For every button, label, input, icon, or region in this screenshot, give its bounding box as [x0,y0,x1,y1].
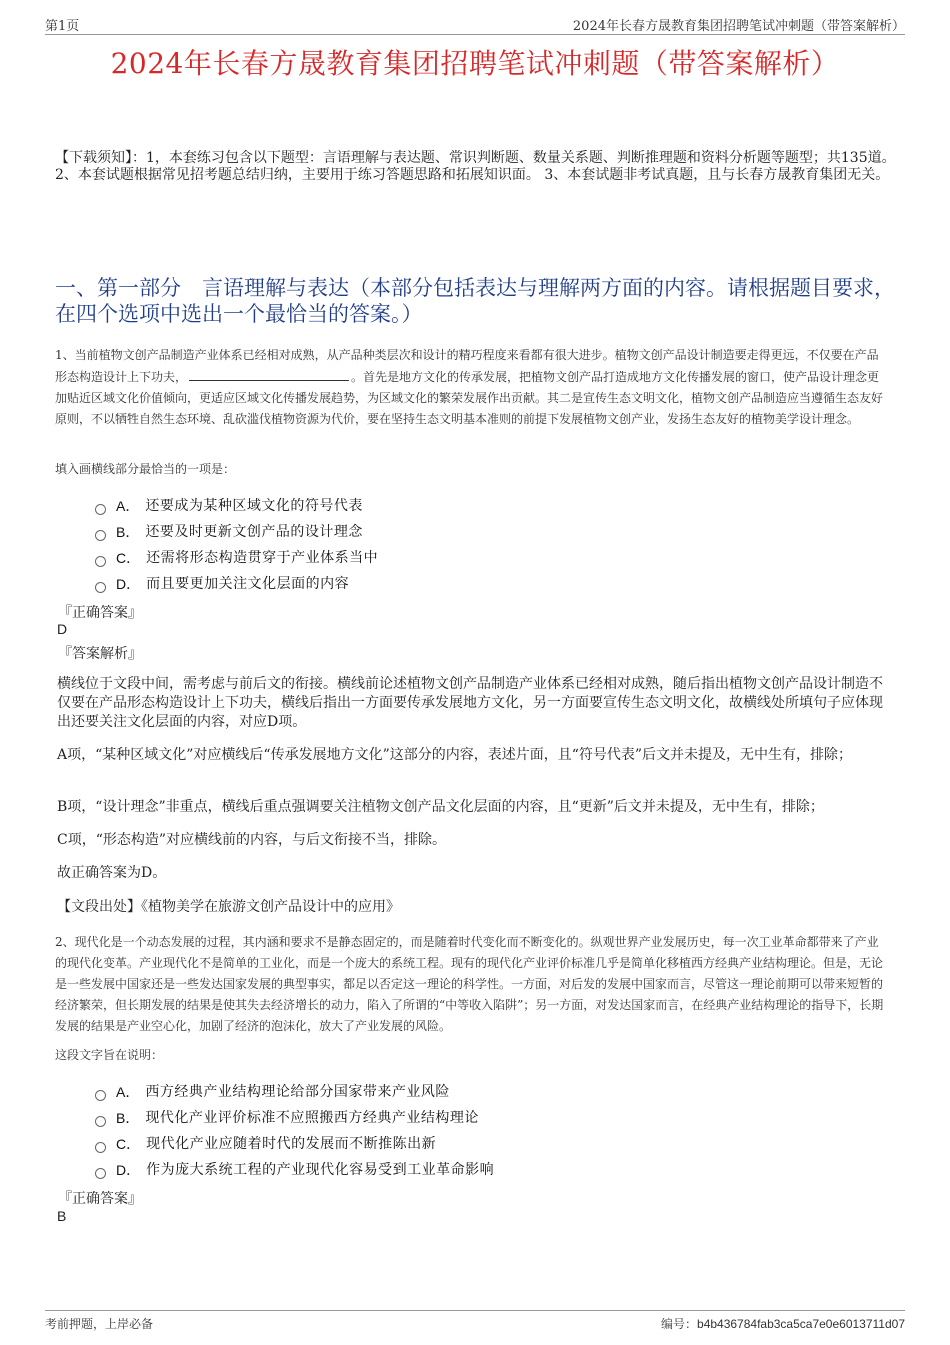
question-2-stem: 2、现代化是一个动态发展的过程，其内涵和要求不是静态固定的，而是随着时代变化而不断变化的。纵观世界产业发展历史，每一次工业革命都带来了产业的现代化变革。产业现代化不是简单的工业化，而是一个庞大的系统工程。现有的现代化产业评价标准几乎是简单化移植西方经典产业结构理论。但是，无论是一些发展中国家还是一些发达国家发展的典型事实，都足以否定这一理论的科学性。一方面，对后发的发展中国家而言，尽管这一理论前期可以带来短暂的经济繁荣，但长期发展的结果是使其失去经济增长的动力，陷入了所谓的“中等收入陷阱”；另一方面，对发达国家而言，在经典产业结构理论的指导下，长期发展的结果是产业空心化，加剧了经济的泡沫化，放大了产业发展的风险。 [55,935,884,1033]
radio-icon[interactable] [95,582,106,593]
page-number: 第1页 [45,19,80,34]
option-text: 现代化产业评价标准不应照搬西方经典产业结构理论 [145,1110,479,1126]
option-b[interactable] [95,1105,494,1131]
option-text: 西方经典产业结构理论给部分国家带来产业风险 [145,1084,450,1100]
option-d[interactable] [95,1157,494,1183]
fill-blank [189,366,349,381]
question-2-prompt: 这段文字旨在说明： [55,1048,164,1062]
radio-icon[interactable] [95,1142,106,1153]
header-doc-title: 2024年长春方晟教育集团招聘笔试冲刺题（带答案解析） [572,19,905,34]
footer-code-label: 编号： [661,1317,698,1331]
question-1-options [95,493,378,597]
option-letter: D． [116,1162,141,1178]
question-1-stem [55,345,888,430]
option-letter: D． [116,576,141,592]
option-text: 还要及时更新文创产品的设计理念 [145,524,363,540]
option-a[interactable] [95,493,378,519]
analysis-paragraph: A项，“某种区域文化”对应横线后“传承发展地方文化”这部分的内容，表述片面，且“符号代表”后文并未提及，无中生有，排除； [57,747,853,763]
source-citation: 【文段出处】《植物美学在旅游文创产品设计中的应用》 [57,899,400,915]
option-d[interactable] [95,571,378,597]
radio-icon[interactable] [95,1168,106,1179]
radio-icon[interactable] [95,1116,106,1127]
document-title: 2024年长春方晟教育集团招聘笔试冲刺题（带答案解析） [110,47,840,80]
option-text: 还要成为某种区域文化的符号代表 [145,498,363,514]
option-text: 现代化产业应随着时代的发展而不断推陈出新 [146,1136,437,1152]
footer-code [661,1315,905,1332]
option-c[interactable] [95,1131,494,1157]
option-letter: B． [116,1110,140,1126]
question-1-prompt: 填入画横线部分最恰当的一项是： [55,462,236,476]
option-text: 而且要更加关注文化层面的内容 [146,576,350,592]
radio-icon[interactable] [95,530,106,541]
page-footer [45,1310,905,1333]
question-1-text-after: 。首先是地方文化的传承发展，把植物文创产品打造成地方文化传播发展的窗口，使产品设计理念更加贴近区域文化价值倾向，更适应区域文化传播发展趋势，为区域文化的繁荣发展作出贡献。其二是宣传生态文明文化，植物文创产品制造应当遵循生态友好原则，不以牺牲自然生态环境、乱砍滥伐植物资源为代价，要在坚持生态文明基本准则的前提下发展植物文创产业，发扬生态友好的植物美学设计理念。 [55,370,884,426]
answer-label: 『正确答案』 [58,605,142,621]
question-1-text-before: 1、当前植物文创产品制造产业体系已经相对成熟，从产品种类层次和设计的精巧程度来看都有很大进步。植物文创产品设计制造要走得更远，不仅要在产品形态构造设计上下功夫， [55,348,879,384]
option-b[interactable] [95,519,378,545]
radio-icon[interactable] [95,1090,106,1101]
answer-label: 『正确答案』 [58,1191,142,1207]
correct-answer: D [57,621,68,637]
footer-code-value: b4b436784fab3ca5ca7e0e6013711d07 [697,1317,905,1331]
radio-icon[interactable] [95,504,106,515]
option-letter: B． [116,524,140,540]
option-letter: C． [116,550,141,566]
option-letter: C． [116,1136,141,1152]
analysis-paragraph: 横线位于文段中间，需考虑与前后文的衔接。横线前论述植物文创产品制造产业体系已经相对成熟，随后指出植物文创产品设计制造不仅要在产品形态构造设计上下功夫，横线后指出一方面要传承发展地方文化，另一方面要宣传生态文明文化，故横线处所填句子应体现出还要关注文化层面的内容，对应D项。 [57,676,883,730]
radio-icon[interactable] [95,556,106,567]
option-c[interactable] [95,545,378,571]
analysis-paragraph: 故正确答案为D。 [57,865,167,881]
analysis-paragraph: C项，“形态构造”对应横线前的内容，与后文衔接不当，排除。 [57,832,447,848]
page-header [45,12,905,35]
section-heading: 一、第一部分 言语理解与表达（本部分包括表达与理解两方面的内容。请根据题目要求，在四个选项中选出一个最恰当的答案。） [55,276,895,326]
option-letter: A． [116,1084,140,1100]
option-text: 作为庞大系统工程的产业现代化容易受到工业革命影响 [146,1162,495,1178]
correct-answer: B [57,1208,67,1224]
question-2-options [95,1079,494,1183]
analysis-paragraph: B项，“设计理念”非重点，横线后重点强调要关注植物文创产品文化层面的内容，且“更新”后文并未提及，无中生有，排除； [57,799,824,815]
analysis-label: 『答案解析』 [58,646,142,662]
option-text: 还需将形态构造贯穿于产业体系当中 [146,550,379,566]
option-letter: A． [116,498,140,514]
footer-slogan: 考前押题，上岸必备 [45,1317,154,1331]
option-a[interactable] [95,1079,494,1105]
download-notice: 【下载须知】：1，本套练习包含以下题型：言语理解与表达题、常识判断题、数量关系题、判断推理题和资料分析题等题型；共135道。 2、本套试题根据常见招考题总结归纳，主要用于练习答题思路和拓展知识面。 3、本套试题非考试真题，且与长春方晟教育集团无关。 [55,150,896,183]
